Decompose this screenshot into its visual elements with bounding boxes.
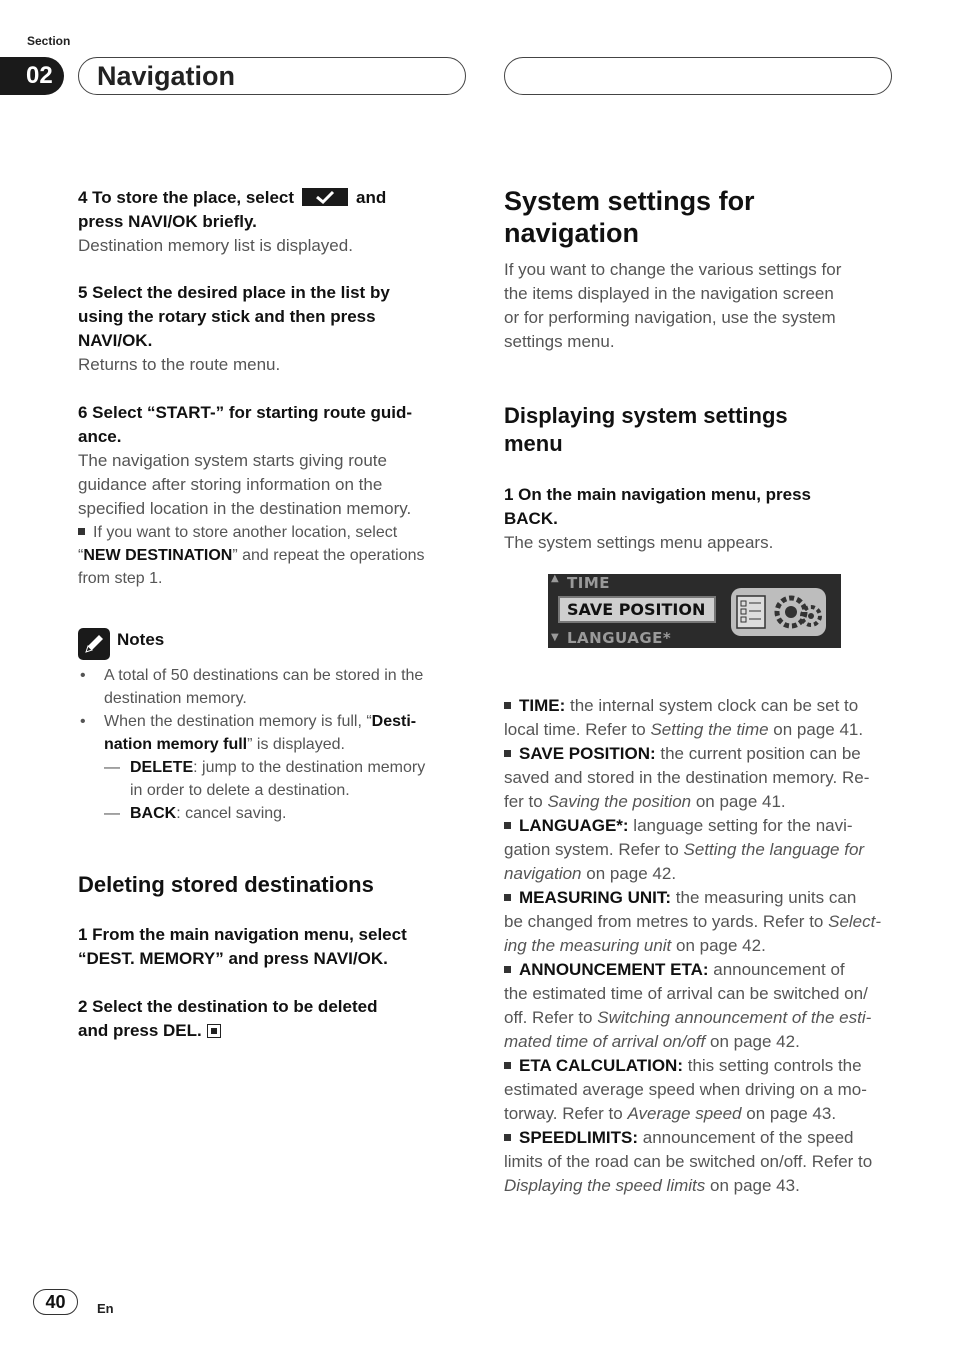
displaying-menu-heading: Displaying system settings menu [504,403,788,456]
bullet-square-icon [504,750,511,757]
settings-items-list: TIME: the internal system clock can be set to local time. Refer to Setting the time on page 41. SAVE POSITION: the current position can be saved and stored in the destination memory. Re- fer to Saving the position on page 41. LANGUAGE*: language setting for the navi- gation system. Refer to Setting the language for navigation on page 42. MEASURING UNIT: the measuring units can be changed from metres to yards. Refer to Select- ing the measuring unit on page 42. ANNOUNCEMENT ETA: announcement of the estimated time of arrival can be switched on/ off. Refer to Switching announcement of the esti- mated time of arrival on/off on page 42. ETA CALCULATION: this setting controls the estimated average speed when driving on a mo- torway. Refer to Average speed on page 43. SPEEDLIMITS: announcement of the speed limits of the road can be switched on/off. Refer to Displaying the speed limits on page 43. [504,694,894,1198]
menu-item-time: TIME [567,574,610,592]
bullet-square-icon [504,1062,511,1069]
menu-item-save-position-selected: SAVE POSITION [558,596,716,623]
list-item-eta-calculation: ETA CALCULATION: this setting controls the [504,1054,894,1078]
deleting-heading: Deleting stored destinations [78,872,374,897]
system-settings-screen [548,574,841,648]
bullet-square-icon [78,528,85,535]
bullet-square-icon [504,822,511,829]
settings-gear-icon [731,588,826,636]
step-5: 5 Select the desired place in the list by using the rotary stick and then press NAVI/OK. Returns to the route menu. [78,283,390,374]
section-label: Section [27,34,71,48]
header-empty-frame [504,57,892,95]
bullet-square-icon [504,966,511,973]
bullet-square-icon [504,702,511,709]
section-number-badge: 02 [0,57,64,95]
system-settings-intro: If you want to change the various settings for the items displayed in the navigation screen or for performing navigation, use the system settings menu. [504,260,842,351]
list-item-language: LANGUAGE*: language setting for the navi- [504,814,894,838]
arrow-up-icon: ▲ [551,573,560,584]
menu-item-language: LANGUAGE* [567,629,672,647]
system-settings-heading: System settings for navigation [504,186,755,248]
notes-title: Notes [117,630,165,649]
display-step-1: 1 On the main navigation menu, press BACK. The system settings menu appears. [504,485,812,552]
end-mark-icon [207,1024,221,1038]
page-title: Navigation [97,61,236,91]
list-item-announcement-eta: ANNOUNCEMENT ETA: announcement of [504,958,894,982]
bullet-square-icon [504,894,511,901]
list-item-time: TIME: the internal system clock can be set to [504,694,894,718]
delete-step-1: 1 From the main navigation menu, select “DEST. MEMORY” and press NAVI/OK. [78,925,407,968]
checkmark-icon [302,188,348,206]
arrow-down-icon: ▼ [551,632,560,643]
step-6: 6 Select “START-” for starting route guid- ance. The navigation system starts giving route guidance after storing information on the specified location in the destination memory. If you want to store another location, select “NEW DESTINATION” and repeat the operations from step 1. [78,403,425,587]
list-item-speedlimits: SPEEDLIMITS: announcement of the speed [504,1126,894,1150]
notes-pencil-icon [78,628,110,660]
notes-list: • A total of 50 destinations can be stored in the destination memory. • When the destination memory is full, “Desti- nation memory full” is displayed. — DELETE: jump to the destination memory in order to delete a destination. — BACK: cancel saving. [80,667,426,822]
page-number: 40 [33,1289,78,1315]
language-code: En [97,1301,114,1316]
bullet-square-icon [504,1134,511,1141]
step-4: 4 To store the place, select and press NAVI/OK briefly. Destination memory list is displayed. [78,188,387,255]
list-item-save-position: SAVE POSITION: the current position can be [504,742,894,766]
list-item-measuring-unit: MEASURING UNIT: the measuring units can [504,886,894,910]
delete-step-2: 2 Select the destination to be deleted and press DEL. [78,997,378,1040]
